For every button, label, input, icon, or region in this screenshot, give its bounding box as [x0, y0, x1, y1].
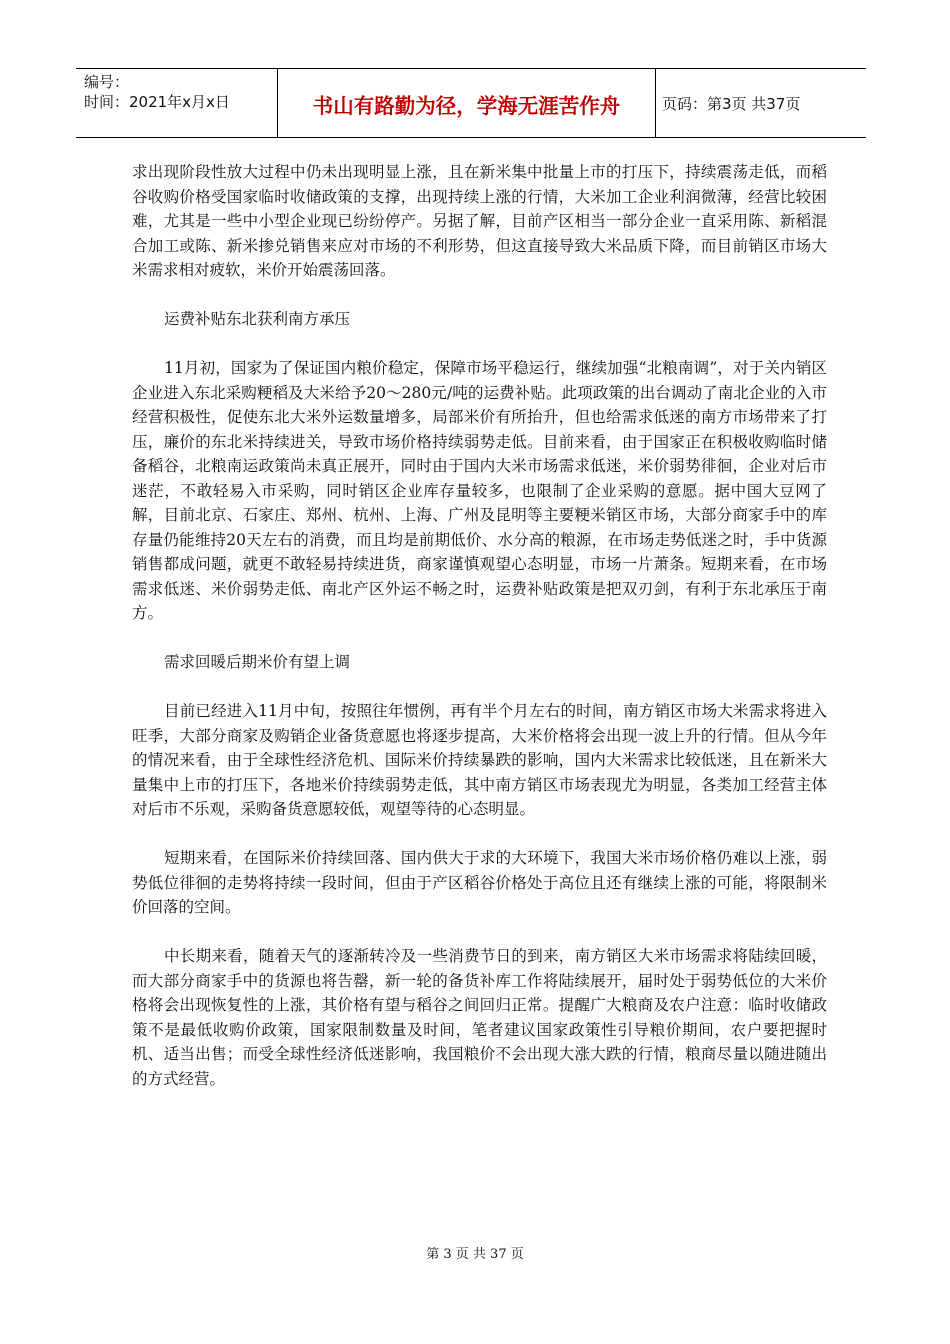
paragraph-2: 11月初，国家为了保证国内粮价稳定，保障市场平稳运行，继续加强“北粮南调”，对于关内销区企业进入东北采购粳稻及大米给予20～280元/吨的运费补贴。此项政策的出台调动了南北企业的入市经营积极性，促使东北大米外运数量增多，局部米价有所抬升，但也给需求低迷的南方市场带来了打压，廉价的东北米持续进关，导致市场价格持续弱势走低。目前来看，由于国家正在积极收购临时储备稻谷，北粮南运政策尚未真正展开，同时由于国内大米市场需求低迷，米价弱势徘徊，企业对后市迷茫，不敢轻易入市采购，同时销区企业库存量较多，也限制了企业采购的意愿。据中国大豆网了解，目前北京、石家庄、郑州、杭州、上海、广州及昆明等主要粳米销区市场，大部分商家手中的库存量仍能维持20天左右的消费，而且均是前期低价、水分高的粮源，在市场走势低迷之时，手中货源销售都成问题，就更不敢轻易持续进货，商家谨慎观望心态明显，市场一片萧条。短期来看，在市场需求低迷、米价弱势走低、南北产区外运不畅之时，运费补贴政策是把双刃剑，有利于东北承压于南方。 — [132, 359, 827, 622]
header-page-label: 页码：第3页 共37页 — [662, 94, 801, 113]
paragraph-5: 中长期来看，随着天气的逐渐转冷及一些消费节日的到来，南方销区大米市场需求将陆续回暖，而大部分商家手中的货源也将告罄，新一轮的备货补库工作将陆续展开，届时处于弱势低位的大米价格将会出现恢复性的上涨，其价格有望与稻谷之间回归正常。提醒广大粮商及农户注意：临时收储政策不是最低收购价政策，国家限制数量及时间，笔者建议国家政策性引导粮价期间，农户要把握时机、适当出售；而受全球性经济低迷影响，我国粮价不会出现大涨大跌的行情，粮商尽量以随进随出的方式经营。 — [132, 947, 827, 1088]
paragraph-3: 目前已经进入11月中旬，按照往年惯例，再有半个月左右的时间，南方销区市场大米需求将进入旺季，大部分商家及购销企业备货意愿也将逐步提高，大米价格将会出现一波上升的行情。但从今年的情况来看，由于全球性经济危机、国际米价持续暴跌的影响，国内大米需求比较低迷，且在新米大量集中上市的打压下，各地米价持续弱势走低，其中南方销区市场表现尤为明显，各类加工经营主体对后市不乐观，采购备货意愿较低，观望等待的心态明显。 — [132, 702, 827, 818]
document-body — [132, 160, 827, 1116]
paragraph-1: 求出现阶段性放大过程中仍未出现明显上涨，且在新米集中批量上市的打压下，持续震荡走低，而稻谷收购价格受国家临时收储政策的支撑，出现持续上涨的行情，大米加工企业利润微薄，经营比较困难，尤其是一些中小型企业现已纷纷停产。另据了解，目前产区相当一部分企业一直采用陈、新稻混合加工或陈、新米掺兑销售来应对市场的不利形势，但这直接导致大米品质下降，而目前销区市场大米需求相对疲软，米价开始震荡回落。 — [132, 163, 827, 279]
doc-number-label: 编号： — [84, 73, 130, 91]
paragraph-4: 短期来看，在国际米价持续回落、国内供大于求的大环境下，我国大米市场价格仍难以上涨，弱势低位徘徊的走势将持续一段时间，但由于产区稻谷价格处于高位且还有继续上涨的可能，将限制米价回落的空间。 — [132, 849, 827, 916]
header-meta — [76, 69, 278, 137]
page-header — [76, 68, 866, 138]
section-heading-freight-subsidy: 运费补贴东北获利南方承压 — [164, 310, 351, 328]
doc-time-label: 时间：2021年x月x日 — [84, 93, 230, 111]
header-motto: 书山有路勤为径，学海无涯苦作舟 — [278, 69, 656, 137]
section-heading-demand-recovery: 需求回暖后期米价有望上调 — [164, 653, 351, 671]
page-footer: 第 3 页 共 37 页 — [426, 1247, 524, 1262]
